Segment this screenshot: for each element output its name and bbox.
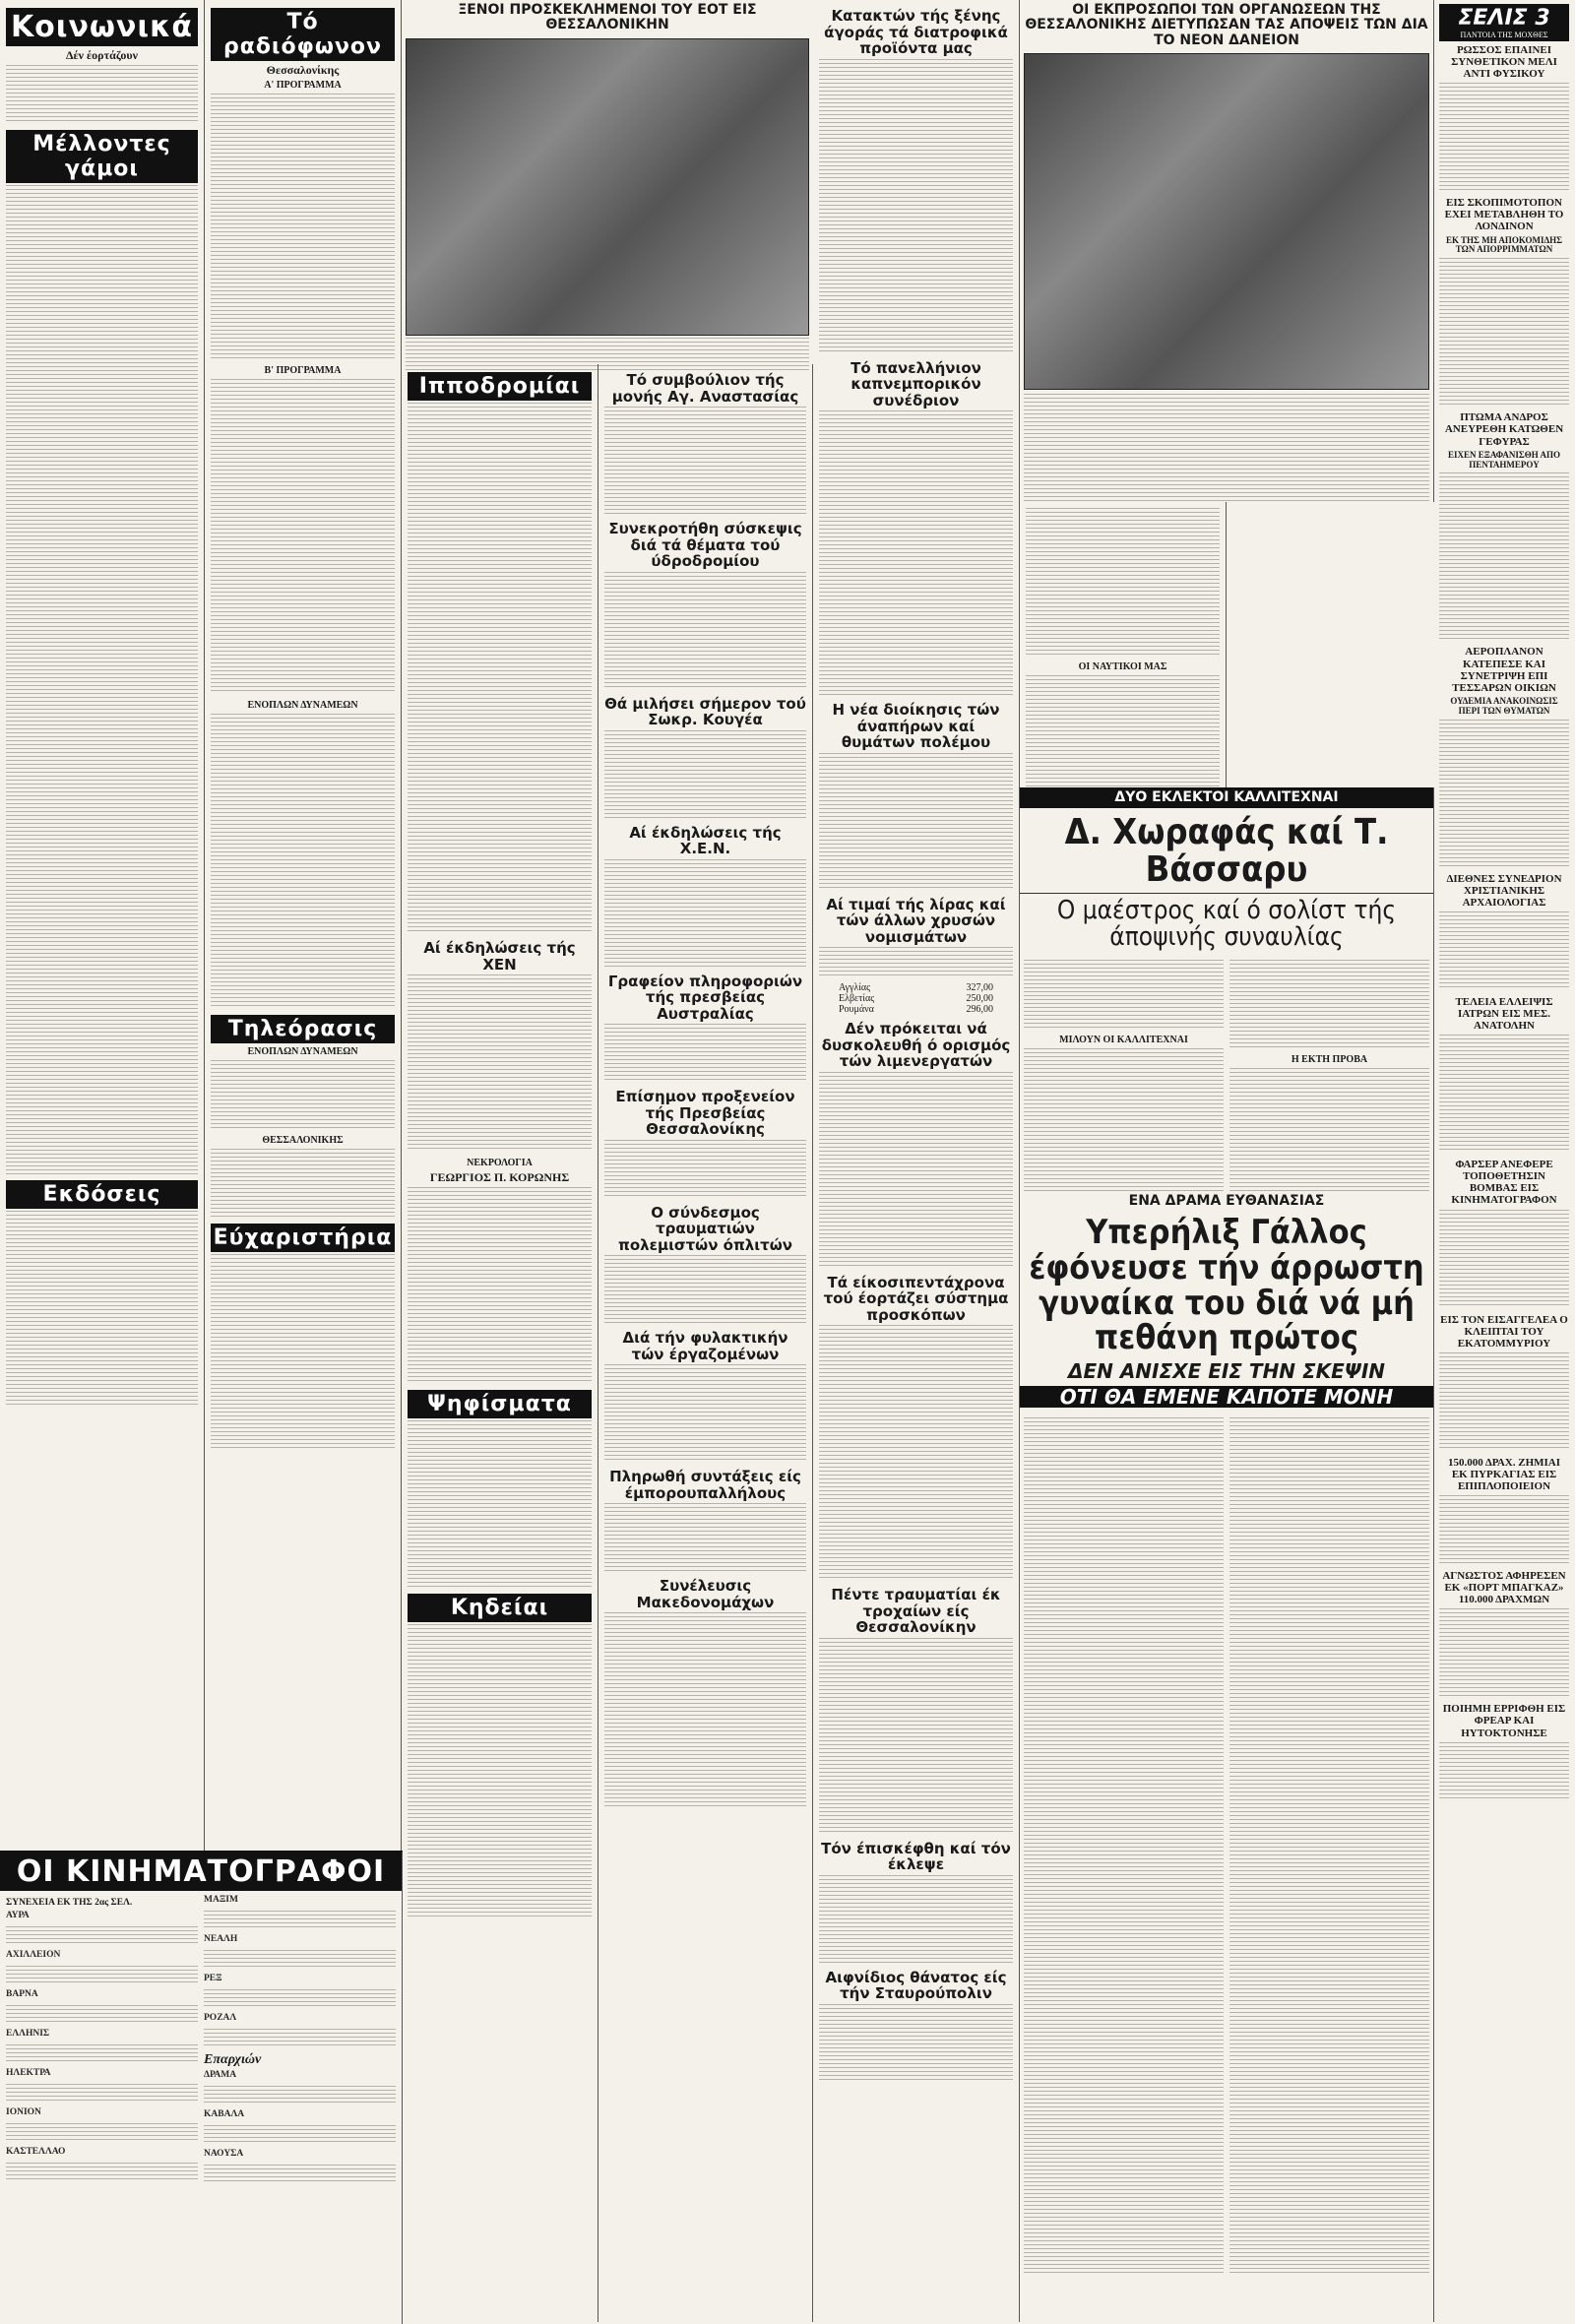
heading-fall: ΠΤΩΜΑ ΑΝΔΡΟΣ ΑΝΕΥΡΕΘΗ ΚΑΤΩΘΕΝ ΓΕΦΥΡΑΣ: [1444, 411, 1564, 448]
text-block: [1229, 960, 1429, 1048]
cinemas-col-right: [204, 1895, 396, 2188]
heading-new-war: Η νέα διοίκησις τών άναπήρων καί θυμάτων πολέμου: [832, 701, 1000, 751]
coin-name: Ελβετίας: [839, 993, 875, 1004]
cinema-name: ΝΕΑΛΗ: [204, 1933, 238, 1944]
column-local-news: [598, 364, 813, 2322]
text-block: [604, 1140, 806, 1199]
coin-name: Αγγλίας: [839, 982, 871, 993]
cinema-name: ΚΑΣΤΕΛΛΑΟ: [6, 2146, 66, 2157]
heading-plane-sub: ΟΥΔΕΜΙΑ ΑΝΑΚΟΙΝΩΣΙΣ ΠΕΡΙ ΤΩΝ ΘΥΜΑΤΩΝ: [1450, 695, 1558, 716]
text-block: [6, 2084, 198, 2102]
cinema-entry: [6, 1911, 198, 1922]
text-block: [819, 1325, 1013, 1581]
text-block: [204, 2165, 396, 2182]
text-block: [6, 2044, 198, 2062]
coin-row: [839, 982, 993, 993]
text-block: [204, 2125, 396, 2143]
heading-return: Τόν έπισκέφθη καί τόν έκλεψε: [821, 1839, 1011, 1873]
banner-votes: Ψηφίσματα: [408, 1390, 592, 1418]
headline-euthanasia: Υπερήλιξ Γάλλος έφόνευσε τήν άρρωστη γυναίκα του διά νά μή πεθάνη πρώτος: [1029, 1213, 1424, 1358]
banner-funerals: Κηδείαι: [408, 1594, 592, 1622]
heading-foreign: Κατακτών τής ξένης άγοράς τά διατροφικά προϊόντα μας: [824, 7, 1008, 57]
cinema-name: ΙΟΝΙΟΝ: [6, 2106, 41, 2117]
heading-program-a: Α' ΠΡΟΓΡΑΜΜΑ: [264, 80, 342, 92]
deck1-euthanasia: ΔΕΝ ΑΝΙΣΧΕ ΕΙΣ ΤΗΝ ΣΚΕΨΙΝ: [1067, 1359, 1385, 1384]
heading-xeno: Αί έκδηλώσεις τής ΧΕΝ: [423, 939, 576, 974]
cinema-entry: [6, 2068, 198, 2080]
text-block: [6, 1966, 198, 1983]
heading-panhellenic: Τό πανελλήνιον καπνεμπορικόν συνέδριον: [850, 358, 981, 409]
coin-prices-table: [819, 982, 1013, 1015]
photo-loan: [1024, 53, 1429, 390]
cinema-name: ΑΥΡΑ: [6, 1911, 30, 1921]
text-block: [1439, 472, 1569, 640]
cinema-entry: [204, 2013, 396, 2025]
heading-thessaloniki-tv: ΘΕΣΣΑΛΟΝΙΚΗΣ: [262, 1135, 344, 1147]
text-block: [604, 859, 806, 968]
cinema-name: ΚΑΒΑΛΑ: [204, 2108, 245, 2119]
text-block: [604, 1024, 806, 1083]
heading-smog-sub: ΕΚ ΤΗΣ ΜΗ ΑΠΟΚΟΜΙΔΗΣ ΤΩΝ ΑΠΟΡΡΙΜΜΑΤΩΝ: [1445, 234, 1563, 255]
text-block: [1439, 1210, 1569, 1308]
banner-racing: Ιπποδρομίαι: [408, 372, 592, 401]
coin-value: 250,00: [966, 993, 993, 1004]
text-block: [1229, 1417, 1429, 2274]
text-block: [408, 1420, 592, 1588]
column-racing: [402, 364, 598, 2322]
text-block: [819, 1875, 1013, 1964]
heading-full: Πληρωθή συντάξεις είς έμπορουπαλλήλους: [609, 1468, 801, 1502]
heading-russia: ΡΩΣΣΟΣ ΕΠΑΙΝΕΙ ΣΥΝΘΕΤΙΚΟΝ ΜΕΛΙ ΑΝΤΙ ΦΥΣΙΚΟΥ: [1451, 44, 1557, 81]
text-block: [204, 1911, 396, 1928]
cinema-name: ΝΑΟΥΣΑ: [204, 2148, 244, 2159]
banner-thanks: Εύχαριστήρια: [211, 1224, 395, 1252]
heading-artists-speak: ΜΙΛΟΥΝ ΟΙ ΚΑΛΛΙΤΕΧΝΑΙ: [1059, 1034, 1188, 1045]
text-block: [211, 1060, 395, 1129]
text-block: [604, 1255, 806, 1324]
heading-lecture: Θά μιλήσει σήμερον τού Σωκρ. Κουγέα: [604, 694, 806, 728]
heading-cinemas-cont: ΣΥΝΕΧΕΙΑ ΕΚ ΤΗΣ 2ας ΣΕΛ.: [6, 1898, 133, 1908]
heading-thief: ΕΙΣ ΤΟΝ ΕΙΣΑΓΓΕΛΕΑ Ο ΚΛΕΙΠΤΑΙ ΤΟΥ ΕΚΑΤΟΜΜΥΡΙΟΥ: [1440, 1313, 1568, 1350]
text-block: [1439, 1742, 1569, 1801]
text-block: [408, 1624, 592, 1919]
text-block: [6, 185, 198, 1174]
heading-fall-sub: ΕΙΧΕΝ ΕΞΑΦΑΝΙΣΘΗ ΑΠΟ ΠΕΝΤΑΗΜΕΡΟΥ: [1447, 449, 1561, 470]
cinema-name: ΔΡΑΜΑ: [204, 2069, 237, 2080]
kicker-artists: ΔΥΟ ΕΚΛΕΚΤΟΙ ΚΑΛΛΙΤΕΧΝΑΙ: [1020, 787, 1433, 808]
heading-drive: Διά τήν φυλακτικήν τών έργαζομένων: [622, 1329, 788, 1363]
cinema-name: ΗΛΕΚΤΡΑ: [6, 2067, 51, 2078]
text-block: [1024, 960, 1224, 1029]
heading-debt: Δέν πρόκειται νά δυσκολευθή ό ορισμός τών λιμενεργατών: [821, 1020, 1011, 1070]
heading-navy: ΟΙ ΝΑΥΤΙΚΟΙ ΜΑΣ: [1078, 661, 1167, 672]
text-block: [819, 2004, 1013, 2083]
text-block: [408, 1187, 592, 1384]
text-block: [408, 403, 592, 934]
text-block: [819, 1638, 1013, 1835]
text-block: [604, 1612, 806, 1809]
text-block: [604, 1364, 806, 1463]
cinemas-col-left: [6, 1895, 198, 2188]
banner-cinemas: ΟΙ ΚΙΝΗΜΑΤΟΓΡΑΦΟΙ: [0, 1853, 402, 1891]
photo-guests: [406, 38, 809, 336]
heading-smog: ΕΙΣ ΣΚΟΠΙΜΟΤΟΠΟΝ ΕΧΕΙ ΜΕΤΑΒΛΗΘΗ ΤΟ ΛΟΝΔΙΝΟΝ: [1444, 197, 1564, 233]
artists-col-right: [1229, 958, 1429, 1222]
heading-expected: Αί έκδηλώσεις τής Χ.Ε.Ν.: [629, 823, 782, 857]
heading-congress: ΔΙΕΘΝΕΣ ΣΥΝΕΔΡΙΟΝ ΧΡΙΣΤΙΑΝΙΚΗΣ ΑΡΧΑΙΟΛΟΓΙΑΣ: [1446, 872, 1562, 909]
text-block: [6, 2123, 198, 2141]
text-block: [819, 1072, 1013, 1269]
photo-block-loan: [1020, 0, 1434, 502]
kicker-euthanasia: ΕΝΑ ΔΡΑΜΑ ΕΥΘΑΝΑΣΙΑΣ: [1128, 1193, 1325, 1209]
text-block: [1439, 258, 1569, 406]
text-block: [204, 1950, 396, 1968]
coin-name: Ρουμάνα: [839, 1004, 874, 1015]
text-block: [1439, 1035, 1569, 1153]
heading-name: ΓΕΩΡΓΙΟΣ Π. ΚΟΡΩΝΗΣ: [429, 1170, 570, 1184]
text-block: [604, 407, 806, 515]
text-block: [1024, 1417, 1224, 2274]
masthead: [1439, 4, 1569, 41]
masthead-sub: ΠΑΝΤΟΙΑ ΤΗΣ ΜΟΧΘΕΣ: [1460, 31, 1548, 39]
headline-guests: ΞΕΝΟΙ ΠΡΟΣΚΕΚΛΗΜΕΝΟΙ ΤΟΥ ΕΟΤ ΕΙΣ ΘΕΣΣΑΛΟΝΙΚΗΝ: [458, 2, 757, 33]
heading-25: Τά είκοσιπεντάχρονα τού έορτάζει σύστημα προσκόπων: [823, 1273, 1009, 1324]
banner-releases: Εκδόσεις: [6, 1180, 198, 1209]
heading-no-holiday: Δέν έορτάζουν: [66, 48, 138, 62]
heading-pharma: ΦΑΡΣΕΡ ΑΝΕΦΕΡΕ ΤΟΠΟΘΕΤΗΣΙΝ ΒΟΜΒΑΣ ΕΙΣ ΚΙΝΗΜΑΤΟΓΡΑΦΟΝ: [1451, 1159, 1557, 1207]
artists-block: [1020, 787, 1434, 1191]
cinema-entry: [204, 2070, 396, 2082]
banner-tv: Τηλεόρασις: [211, 1015, 395, 1043]
text-block: [1439, 1495, 1569, 1564]
coin-value: 296,00: [966, 1004, 993, 1015]
text-block: [204, 1989, 396, 2007]
coin-row: [839, 1004, 993, 1015]
cinema-entry: [6, 1989, 198, 2001]
heading-unknown: ΑΓΝΩΣΤΟΣ ΑΦΗΡΕΣΕΝ ΕΚ «ΠΟΡΤ ΜΠΑΓΚΑΖ» 110.000 ΔΡΑΧΜΩΝ: [1442, 1570, 1566, 1606]
cinema-name: ΡΟΖΑΛ: [204, 2012, 237, 2023]
cinema-name: ΡΕΞ: [204, 1973, 222, 1983]
cinema-entry: [204, 2149, 396, 2161]
cinema-entry: [6, 1950, 198, 1962]
text-block: [6, 65, 198, 124]
text-block: [1439, 1352, 1569, 1451]
text-block: [1439, 1608, 1569, 1697]
heading-necrology: ΝΕΚΡΟΛΟΓΙΑ: [467, 1158, 533, 1168]
heading-forces: ΕΝΟΠΛΩΝ ΔΥΝΑΜΕΩΝ: [247, 700, 358, 712]
text-block: [604, 730, 806, 819]
text-block: [204, 2086, 396, 2104]
text-block: [6, 2005, 198, 2023]
text-block: [6, 1211, 198, 1408]
heading-spell: Τό συμβούλιον τής μονής Αγ. Αναστασίας: [611, 371, 799, 406]
text-block: [211, 714, 395, 1009]
heading-prices: Αί τιμαί τής λίρας καί τών άλλων χρυσών νομισμάτων: [826, 895, 1006, 946]
heading-meeting: Συνέλευσις Μακεδονομάχων: [636, 1577, 775, 1611]
cinema-entry: [6, 2147, 198, 2159]
heading-sudden: Αιφνίδιος θάνατος είς τήν Σταυρούπολιν: [825, 1968, 1007, 2002]
text-block: [408, 974, 592, 1152]
heading-commission: Επίσημον προξενείον τής Πρεσβείας Θεσσαλονίκης: [615, 1088, 795, 1138]
text-block: [211, 1254, 395, 1451]
text-block: [211, 94, 395, 359]
text-block: [6, 2163, 198, 2180]
heading-office: Γραφείον πληροφοριών τής πρεσβείας Αυστραλίας: [607, 972, 803, 1023]
deck-artists: Ο μαέστρος καί ό σολίστ τής άποψινής συναυλίας: [1020, 893, 1433, 952]
heading-doctors: ΤΕΛΕΙΑ ΕΛΛΕΙΨΙΣ ΙΑΤΡΩΝ ΕΙΣ ΜΕΣ. ΑΝΑΤΟΛΗΝ: [1455, 995, 1553, 1033]
heading-damage: 150.000 ΔΡΑΧ. ΖΗΜΙΑΙ ΕΚ ΠΥΡΚΑΓΙΑΣ ΕΙΣ ΕΠΙΠΛΟΠΟΙΕΙΟΝ: [1447, 1456, 1561, 1492]
artists-col-left: [1024, 958, 1224, 1222]
text-block: [1439, 83, 1569, 191]
caption-loan: [1024, 394, 1429, 502]
coin-value: 327,00: [966, 982, 993, 993]
text-block: [819, 947, 1013, 976]
text-block: [819, 59, 1013, 354]
heading-resum: Συνεκροτήθη σύσκεψις διά τά θέματα τού ύδροδρομίου: [608, 520, 802, 570]
euthanasia-block: [1020, 1191, 1434, 2322]
cinema-name: ΑΧΙΛΛΕΙΟΝ: [6, 1950, 61, 1961]
banner-weddings: Μέλλοντες γάμοι: [6, 130, 198, 183]
cinema-entry: [204, 2109, 396, 2121]
text-block: [604, 572, 806, 690]
photo-block-guests: [402, 0, 813, 364]
column-foreign-news: [1433, 0, 1575, 2322]
heading-union: Ο σύνδεσμος τραυματιών πολεμιστών όπλιτών: [618, 1203, 792, 1254]
cinema-entry: [204, 1974, 396, 1985]
cinema-name: ΜΑΞΙΜ: [204, 1895, 238, 1905]
heading-poem: ΠΟΙΗΜΗ ΕΡΡΙΦΘΗ ΕΙΣ ΦΡΕΑΡ ΚΑΙ ΗΥΤΟΚΤΟΝΗΣΕ: [1442, 1703, 1566, 1739]
coin-row: [839, 993, 993, 1004]
text-block: [211, 1149, 395, 1218]
heading-premiere: Η ΕΚΤΗ ΠΡΟΒΑ: [1291, 1053, 1368, 1065]
banner-radio: Τό ραδιόφωνον: [211, 8, 395, 61]
text-block: [604, 1503, 806, 1572]
cinema-entry: [6, 2107, 198, 2119]
heading-forces-tv: ΕΝΟΠΛΩΝ ΔΥΝΑΜΕΩΝ: [247, 1046, 358, 1058]
masthead-title: ΣΕΛΙΣ 3: [1458, 6, 1550, 31]
cinema-name: ΒΑΡΝΑ: [6, 1989, 38, 2000]
text-block: [1439, 911, 1569, 990]
text-block: [1026, 508, 1220, 656]
text-block: [819, 753, 1013, 891]
text-block: [1439, 720, 1569, 867]
deck2-euthanasia: ΟΤΙ ΘΑ ΕΜΕΝΕ ΚΑΠΟΤΕ ΜΟΝΗ: [1020, 1386, 1433, 1408]
headline-artists: Δ. Χωραφάς καί Τ. Βάσσαρυ: [1064, 812, 1389, 891]
cinema-entry: [204, 1895, 396, 1907]
heading-thessaloniki: Θεσσαλονίκης: [266, 63, 340, 77]
heading-five: Πέντε τραυματίαι έκ τροχαίων είς Θεσσαλονίκην: [831, 1586, 1001, 1636]
cinema-entry: [6, 2029, 198, 2041]
cinemas-block: [0, 1851, 403, 2324]
text-block: [211, 379, 395, 694]
text-block: [819, 410, 1013, 696]
heading-program-b: Β' ΠΡΟΓΡΑΜΜΑ: [264, 365, 342, 377]
banner-social: Κοινωνικά: [6, 8, 198, 46]
cinema-name: ΕΛΛΗΝΙΣ: [6, 2029, 50, 2040]
cinema-entry: [204, 1934, 396, 1946]
heading-provinces: Επαρχιών: [204, 2051, 262, 2067]
headline-loan: ΟΙ ΕΚΠΡΟΣΩΠΟΙ ΤΩΝ ΟΡΓΑΝΩΣΕΩΝ ΤΗΣ ΘΕΣΣΑΛΟΝΙΚΗΣ ΔΙΕΤΥΠΩΣΑΝ ΤΑΣ ΑΠΟΨΕΙΣ ΤΩΝ ΔΙΑ ΤΟ ΝΕΟΝ ΔΑΝΕΙΟΝ: [1025, 2, 1428, 48]
heading-plane: ΑΕΡΟΠΛΑΝΟΝ ΚΑΤΕΠΕΣΕ ΚΑΙ ΣΥΝΕΤΡΙΨΗ ΕΠΙ ΤΕΣΣΑΡΩΝ ΟΙΚΙΩΝ: [1452, 646, 1556, 694]
column-economy: [813, 0, 1020, 2322]
text-block: [6, 1926, 198, 1944]
text-block: [204, 2029, 396, 2046]
